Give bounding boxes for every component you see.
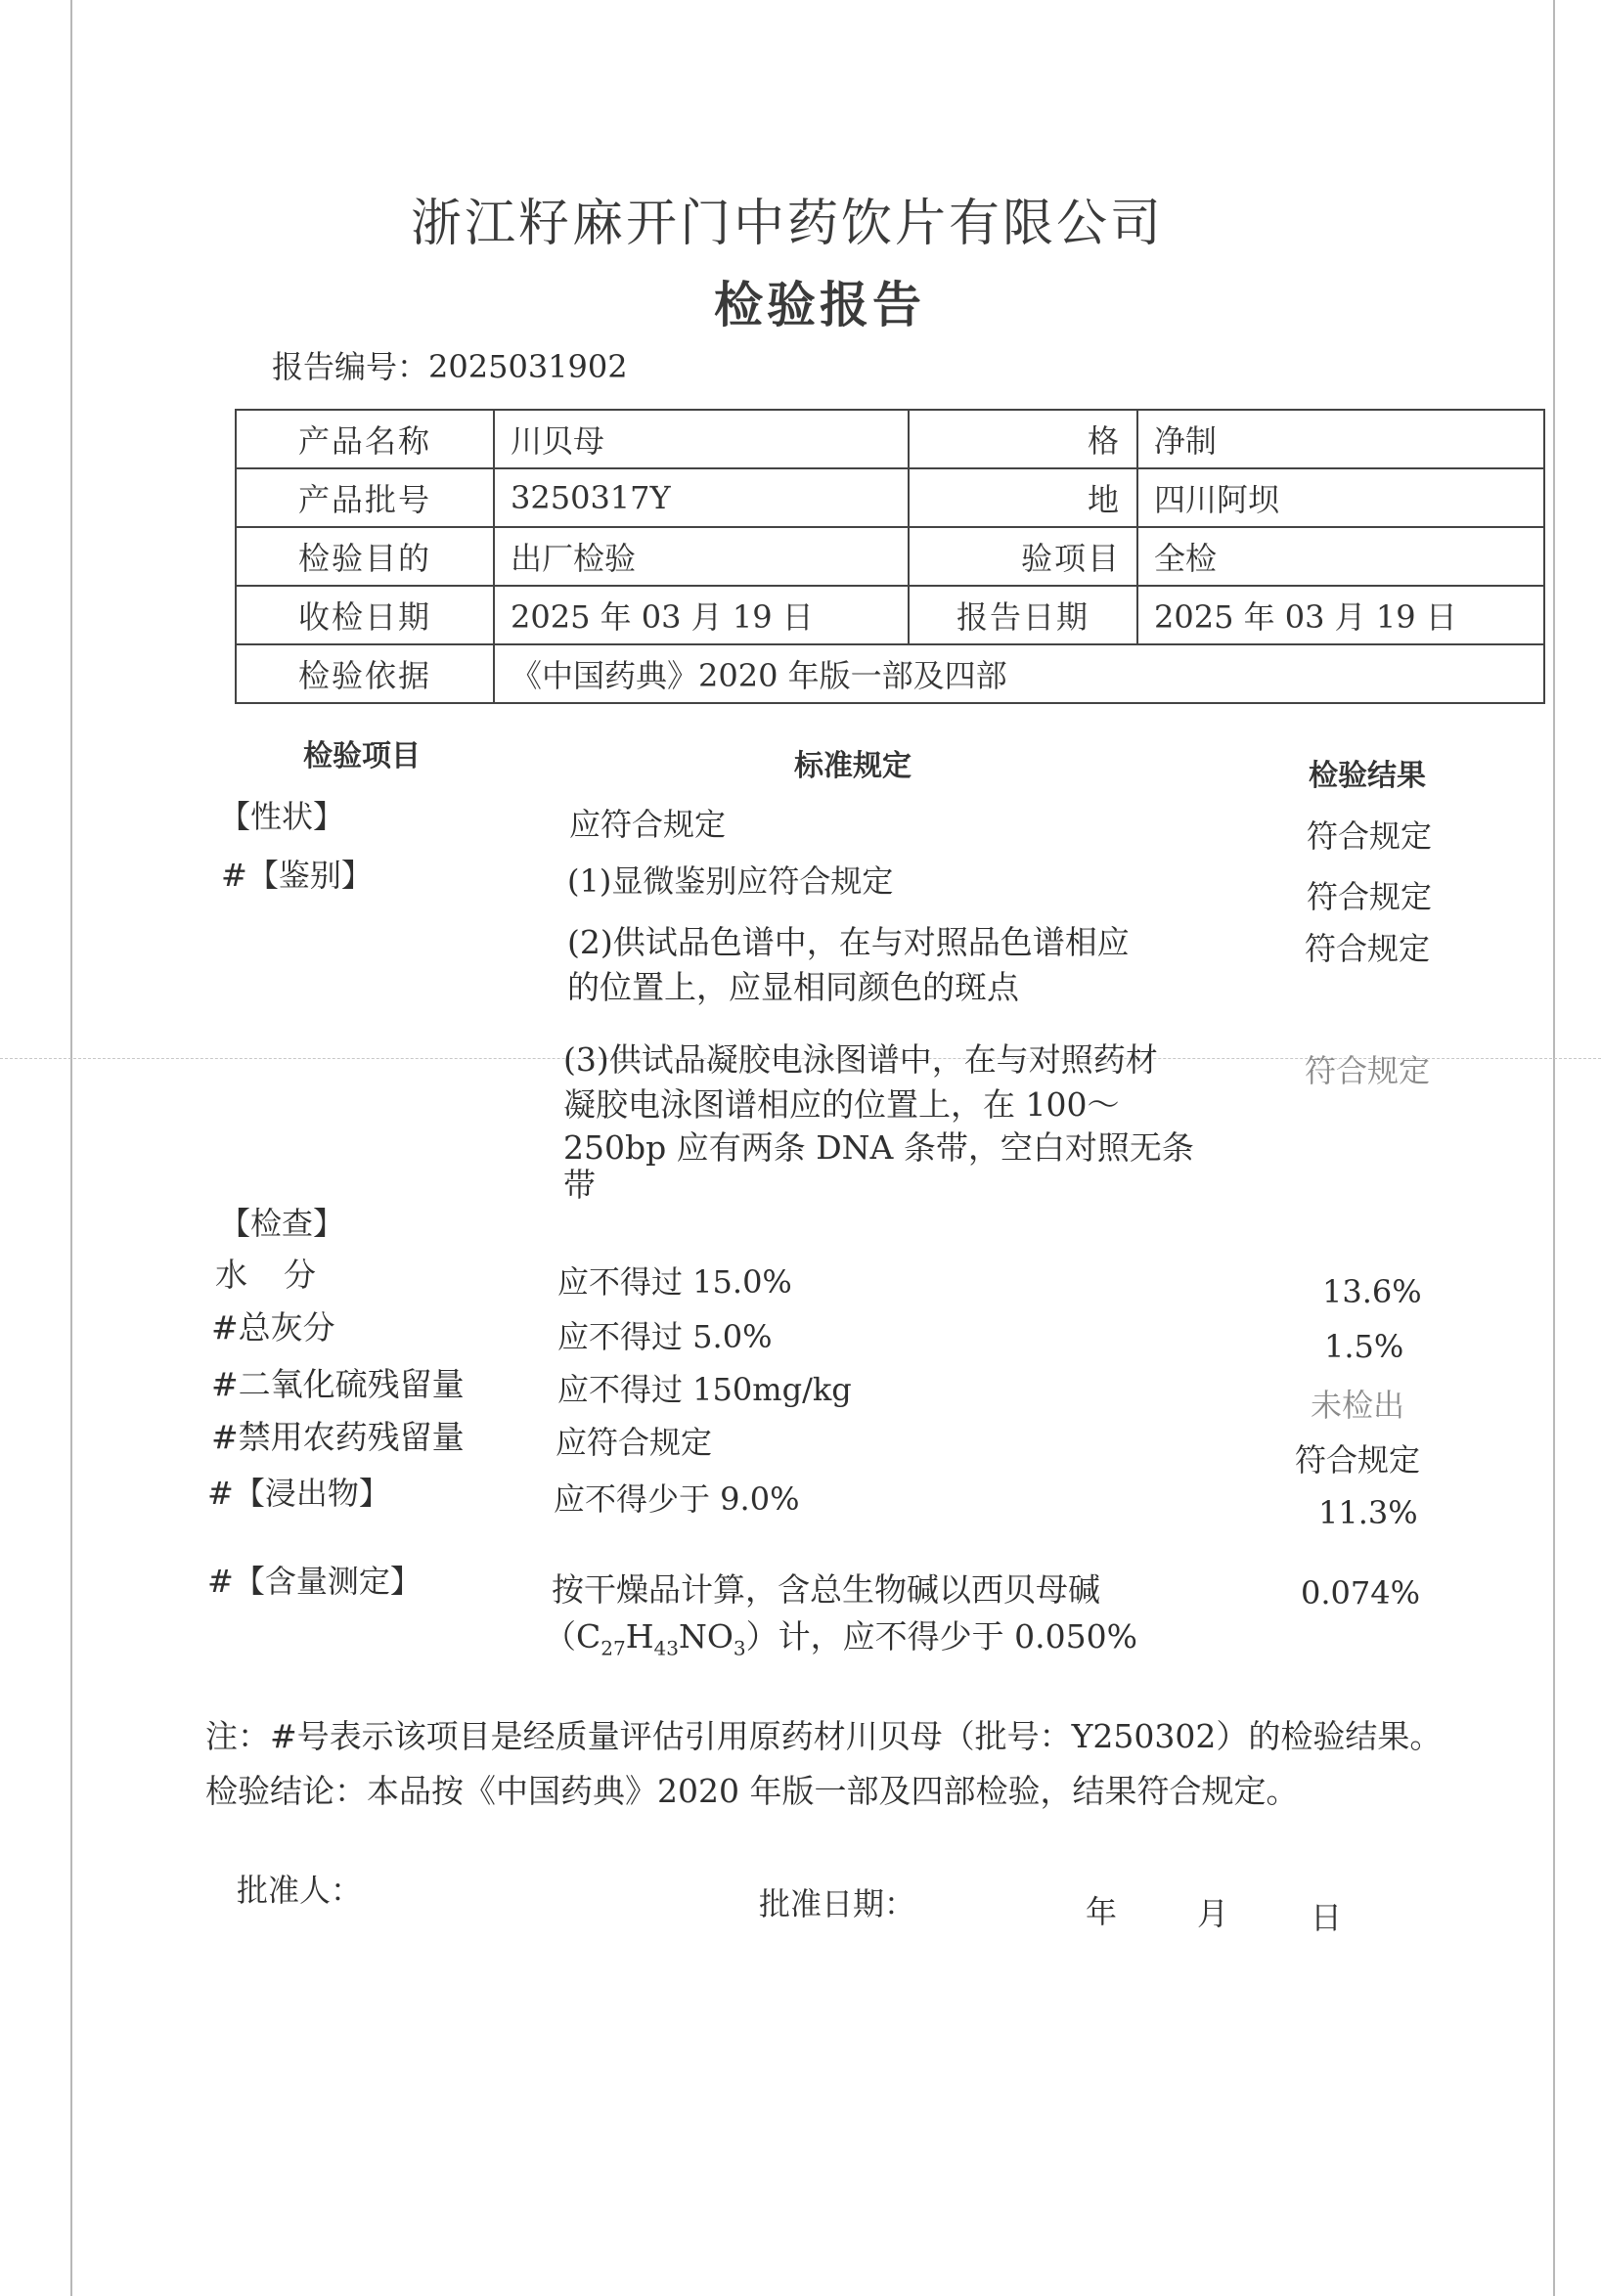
batch-number: 3250317Y <box>494 468 909 527</box>
ash-result: 1.5% <box>1324 1328 1404 1365</box>
table-row <box>236 410 1544 468</box>
formula-element: H <box>625 1617 654 1656</box>
extract-result: 11.3% <box>1318 1494 1418 1531</box>
product-name-label: 产品名称 <box>236 410 494 468</box>
ash-standard: 应不得过 5.0% <box>557 1318 773 1355</box>
formula-subscript: 27 <box>600 1636 626 1660</box>
jianbie-result-2: 符合规定 <box>1305 930 1431 967</box>
page-title: 检验报告 <box>714 276 925 333</box>
approve-month-suffix: 月 <box>1197 1895 1229 1932</box>
jianbie-standard-3a: (3)供试品凝胶电泳图谱中，在与对照药材 <box>563 1040 1158 1079</box>
water-item: 水 分 <box>215 1256 318 1294</box>
purpose-value: 出厂检验 <box>494 527 909 586</box>
test-item-label: 验项目 <box>909 527 1137 586</box>
report-date-label: 报告日期 <box>909 586 1137 644</box>
batch-label: 产品批号 <box>236 468 494 527</box>
footnote: 注：#号表示该项目是经质量评估引用原药材川贝母（批号：Y250302）的检验结果。 <box>205 1717 1443 1755</box>
water-result: 13.6% <box>1322 1273 1422 1310</box>
water-standard: 应不得过 15.0% <box>557 1263 792 1301</box>
extract-item: #【浸出物】 <box>207 1475 390 1512</box>
origin-label: 地 <box>909 468 1137 527</box>
info-table <box>235 409 1545 704</box>
jianbie-standard-2a: (2)供试品色谱中，在与对照品色谱相应 <box>567 923 1130 961</box>
pesticide-result: 符合规定 <box>1295 1441 1421 1479</box>
so2-result: 未检出 <box>1311 1387 1405 1424</box>
jianbie-result-1: 符合规定 <box>1307 878 1433 915</box>
pesticide-standard: 应符合规定 <box>556 1424 713 1461</box>
xingzhuang-result: 符合规定 <box>1307 817 1433 855</box>
table-row <box>236 527 1544 586</box>
col-result-header: 检验结果 <box>1309 759 1426 793</box>
so2-item: #二氧化硫残留量 <box>211 1365 465 1403</box>
origin-value: 四川阿坝 <box>1137 468 1544 527</box>
report-number-line <box>272 342 628 387</box>
receive-date: 2025 年 03 月 19 日 <box>494 586 909 644</box>
spec-label: 格 <box>909 410 1137 468</box>
jianbie-item: #【鉴别】 <box>221 857 373 894</box>
spec-value: 净制 <box>1137 410 1544 468</box>
jianbie-result-3: 符合规定 <box>1305 1052 1431 1089</box>
approver-label: 批准人： <box>237 1872 363 1909</box>
jianbie-standard-2b: 的位置上，应显相同颜色的斑点 <box>567 968 1019 1006</box>
assay-formula-open: （C <box>544 1617 601 1656</box>
approve-date-label: 批准日期： <box>759 1885 916 1922</box>
assay-item: #【含量测定】 <box>207 1563 422 1600</box>
assay-formula-close: ）计，应不得少于 0.050% <box>745 1617 1137 1656</box>
report-number-label: 报告编号： <box>272 348 429 385</box>
jianbie-standard-1: (1)显微鉴别应符合规定 <box>567 862 894 900</box>
page-left-edge <box>70 0 72 2296</box>
jianbie-standard-3c: 250bp 应有两条 DNA 条带，空白对照无条 <box>563 1128 1194 1167</box>
approve-day-suffix: 日 <box>1311 1899 1343 1936</box>
company-name: 浙江籽麻开门中药饮片有限公司 <box>411 195 1165 253</box>
jianbie-standard-3d: 带 <box>563 1166 596 1204</box>
table-row <box>236 644 1544 703</box>
col-item-header: 检验项目 <box>303 739 421 773</box>
assay-standard-1: 按干燥品计算，含总生物碱以西贝母碱 <box>552 1570 1100 1609</box>
table-row <box>236 586 1544 644</box>
conclusion: 检验结论：本品按《中国药典》2020 年版一部及四部检验，结果符合规定。 <box>205 1772 1299 1810</box>
formula-element: NO <box>678 1617 734 1656</box>
xingzhuang-item: 【性状】 <box>219 798 345 835</box>
xingzhuang-standard: 应符合规定 <box>569 806 727 843</box>
formula-subscript: 43 <box>653 1636 679 1660</box>
formula-subscript: 3 <box>733 1636 746 1660</box>
report-number: 2025031902 <box>428 348 628 385</box>
page-right-edge <box>1553 0 1555 2296</box>
purpose-label: 检验目的 <box>236 527 494 586</box>
ash-item: #总灰分 <box>211 1308 335 1347</box>
test-item-value: 全检 <box>1137 527 1544 586</box>
extract-standard: 应不得少于 9.0% <box>554 1480 800 1518</box>
report-date: 2025 年 03 月 19 日 <box>1137 586 1544 644</box>
product-name: 川贝母 <box>494 410 909 468</box>
pesticide-item: #禁用农药残留量 <box>211 1418 465 1456</box>
so2-standard: 应不得过 150mg/kg <box>557 1371 852 1408</box>
receive-date-label: 收检日期 <box>236 586 494 644</box>
assay-standard-2 <box>544 1612 1137 1660</box>
jiancha-heading: 【检查】 <box>219 1205 345 1242</box>
table-row <box>236 468 1544 527</box>
jianbie-standard-3b: 凝胶电泳图谱相应的位置上，在 100～ <box>563 1085 1120 1124</box>
assay-result: 0.074% <box>1301 1574 1421 1612</box>
approve-year-suffix: 年 <box>1086 1893 1118 1930</box>
basis-value: 《中国药典》2020 年版一部及四部 <box>494 644 1544 703</box>
basis-label: 检验依据 <box>236 644 494 703</box>
col-standard-header: 标准规定 <box>794 749 912 783</box>
